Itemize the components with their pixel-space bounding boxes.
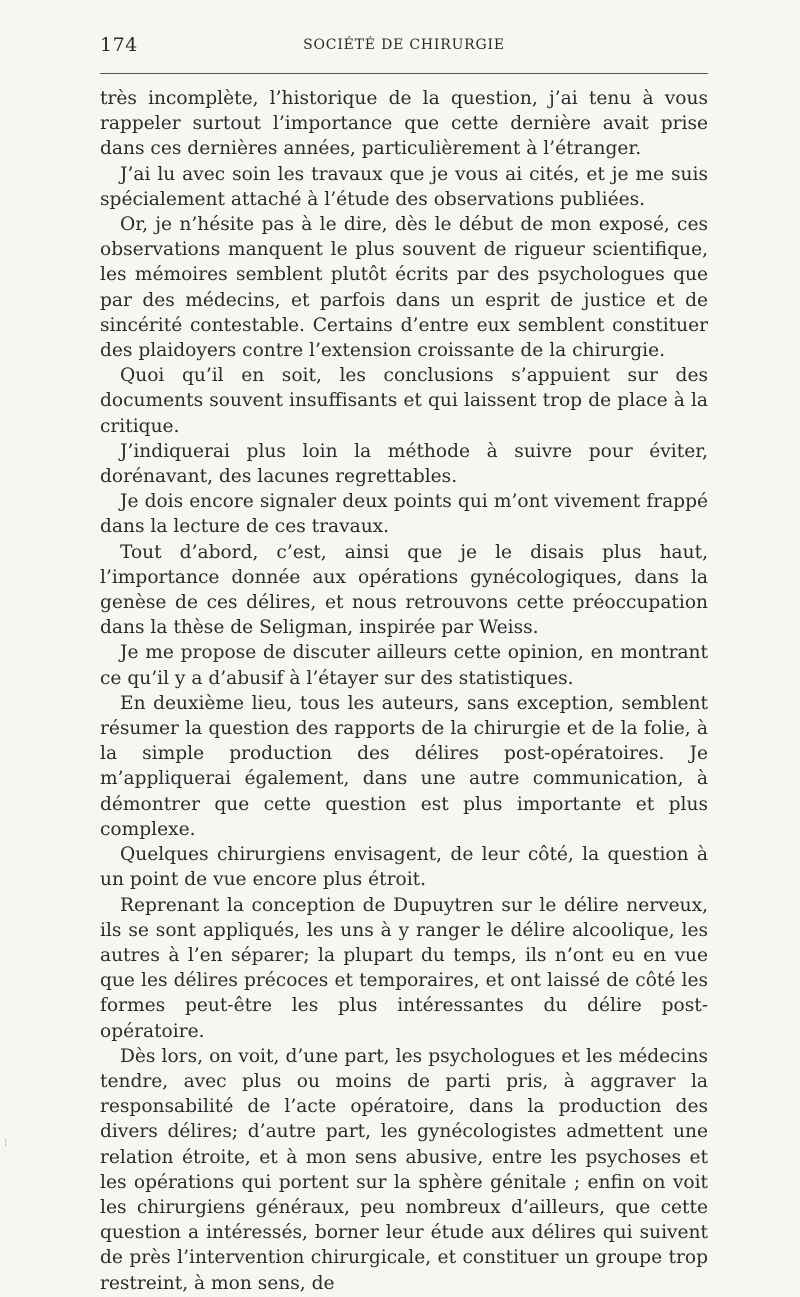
body-text	[100, 86, 708, 1296]
running-head: SOCIÉTÉ DE CHIRURGIE	[303, 37, 505, 53]
paragraph: Je me propose de discuter ailleurs cette opinion, en montrant ce qu’il y a d’abusif à l’étayer sur des statistiques.	[100, 642, 708, 689]
header-rule	[100, 73, 708, 74]
paragraph: J’indiquerai plus loin la méthode à suivre pour éviter, dorénavant, des lacunes regrettables.	[100, 440, 708, 488]
paragraph: Je dois encore signaler deux points qui m’ont vivement frappé dans la lecture de ces travaux.	[100, 491, 708, 538]
paragraph: Tout d’abord, c’est, ainsi que je le disais plus haut, l’importance donnée aux opérations gynécologiques, dans la genèse de ces délires, et nous retrouvons cette préoccupation dans la thèse de Seligman, inspirée par Weiss.	[100, 541, 708, 639]
page-number: 174	[100, 34, 138, 56]
page-header	[100, 34, 708, 64]
paragraph: J’ai lu avec soin les travaux que je vous ai cités, et je me suis spécialement attaché à l’étude des observations publiées.	[100, 163, 708, 210]
paragraph: En deuxième lieu, tous les auteurs, sans exception, semblent résumer la question des rapports de la chirurgie et de la folie, à la simple production des délires post-opératoires. Je m’appliquerai également, dans une autre communication, à démontrer que cette question est plus importante et plus complexe.	[100, 692, 708, 840]
paragraph: très incomplète, l’historique de la question, j’ai tenu à vous rappeler surtout l’importance que cette dernière avait prise dans ces dernières années, particulièrement à l’étranger.	[100, 88, 708, 160]
paragraph: Quelques chirurgiens envisagent, de leur côté, la question à un point de vue encore plus étroit.	[100, 844, 708, 891]
margin-speck: ⁝	[4, 1138, 8, 1149]
paragraph: Dès lors, on voit, d’une part, les psychologues et les médecins tendre, avec plus ou moins de parti pris, à aggraver la responsabilité de l’acte opératoire, dans la production des divers délires; d’autre part, les gynécologistes admettent une relation étroite, et à mon sens abusive, entre les psychoses et les opérations qui portent sur la sphère génitale ; enfin on voit les chirurgiens généraux, peu nombreux d’ailleurs, que cette question a intéressés, borner leur étude aux délires qui suivent de près l’intervention chirurgicale, et constituer un groupe trop restreint, à mon sens, de	[100, 1045, 708, 1294]
paragraph: Quoi qu’il en soit, les conclusions s’appuient sur des documents souvent insuffisants et qui laissent trop de place à la critique.	[100, 365, 708, 437]
paragraph: Or, je n’hésite pas à le dire, dès le début de mon exposé, ces observations manquent le plus souvent de rigueur scientifique, les mémoires semblent plutôt écrits par des psychologues que par des médecins, et parfois dans un esprit de justice et de sincérité contestable. Certains d’entre eux semblent constituer des plaidoyers contre l’extension croissante de la chirurgie.	[100, 214, 708, 362]
paragraph: Reprenant la conception de Dupuytren sur le délire nerveux, ils se sont appliqués, les uns à y ranger le délire alcoolique, les autres à l’en séparer; la plupart du temps, ils n’ont eu en vue que les délires précoces et temporaires, et ont laissé de côté les formes peut-être les plus intéressantes du délire post-opératoire.	[100, 894, 708, 1042]
